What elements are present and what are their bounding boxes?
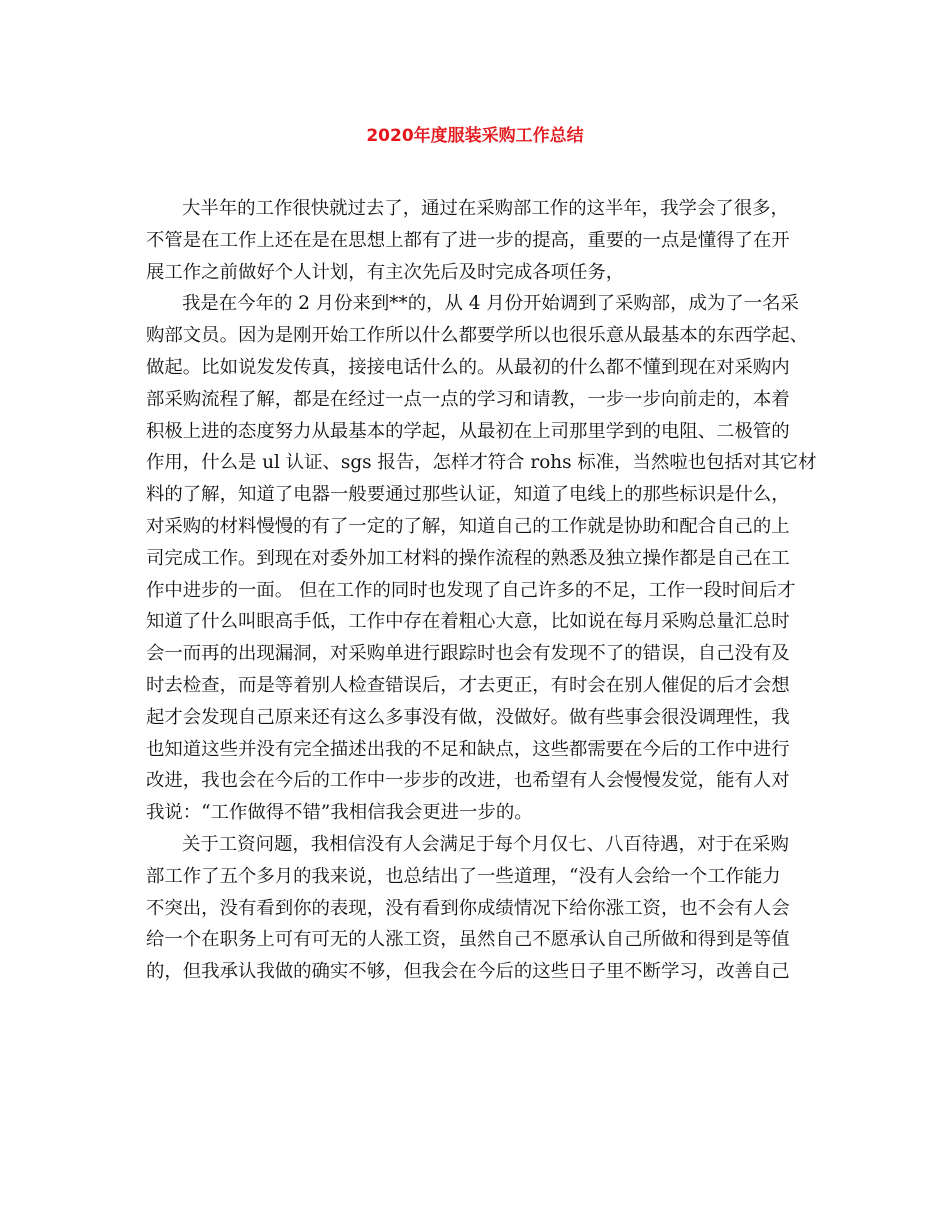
body-line: 的，但我承认我做的确实不够，但我会在今后的这些日子里不断学习，改善自己	[146, 961, 790, 983]
body-line: 我是在今年的 2 月份来到**的，从 4 月份开始调到了采购部，成为了一名采	[182, 293, 799, 315]
body-line: 积极上进的态度努力从最基本的学起，从最初在上司那里学到的电阻、二极管的	[146, 420, 790, 442]
body-line: 不管是在工作上还在是在思想上都有了进一步的提高，重要的一点是懂得了在开	[146, 229, 790, 251]
body-line: 知道了什么叫眼高手低，工作中存在着粗心大意，比如说在每月采购总量汇总时	[146, 611, 790, 633]
body-line: 司完成工作。到现在对委外加工材料的操作流程的熟悉及独立操作都是自己在工	[146, 547, 790, 569]
body-line: 给一个在职务上可有可无的人涨工资，虽然自己不愿承认自己所做和得到是等值	[146, 929, 790, 951]
body-line: 不突出，没有看到你的表现，没有看到你成绩情况下给你涨工资，也不会有人会	[146, 897, 790, 919]
body-line: 部工作了五个多月的我来说，也总结出了一些道理，“没有人会给一个工作能力	[146, 865, 781, 887]
body-line: 大半年的工作很快就过去了，通过在采购部工作的这半年，我学会了很多，	[182, 198, 789, 219]
body-line: 购部文员。因为是刚开始工作所以什么都要学所以也很乐意从最基本的东西学起、	[146, 325, 809, 347]
body-line: 料的了解，知道了电器一般要通过那些认证，知道了电线上的那些标识是什么，	[146, 484, 790, 506]
body-line: 部采购流程了解，都是在经过一点一点的学习和请教，一步一步向前走的，本着	[146, 388, 790, 410]
body-line: 我说：“工作做得不错”我相信我会更进一步的。	[146, 802, 533, 824]
document-title: 2020年度服装采购工作总结	[366, 126, 584, 146]
body-line: 做起。比如说发发传真，接接电话什么的。从最初的什么都不懂到现在对采购内	[146, 356, 790, 378]
body-line: 会一而再的出现漏洞，对采购单进行跟踪时也会有发现不了的错误，自己没有及	[146, 643, 790, 665]
body-line: 改进，我也会在今后的工作中一步步的改进，也希望有人会慢慢发觉，能有人对	[146, 770, 790, 792]
body-line: 作中进步的一面。 但在工作的同时也发现了自己许多的不足，工作一段时间后才	[146, 579, 796, 601]
body-line: 时去检查，而是等着别人检查错误后，才去更正，有时会在别人催促的后才会想	[146, 674, 790, 696]
body-line: 关于工资问题，我相信没有人会满足于每个月仅七、八百待遇，对于在采购	[182, 833, 789, 855]
document-body	[146, 193, 817, 988]
body-line: 展工作之前做好个人计划，有主次先后及时完成各项任务，	[146, 261, 625, 283]
body-line: 作用，什么是 ul 认证、sgs 报告，怎样才符合 rohs 标准，当然啦也包括对其它材	[146, 452, 817, 474]
body-line: 对采购的材料慢慢的有了一定的了解，知道自己的工作就是协助和配合自己的上	[146, 515, 790, 537]
body-line: 起才会发现自己原来还有这么多事没有做，没做好。做有些事会很没调理性，我	[146, 706, 790, 728]
body-line: 也知道这些并没有完全描述出我的不足和缺点，这些都需要在今后的工作中进行	[146, 738, 790, 760]
